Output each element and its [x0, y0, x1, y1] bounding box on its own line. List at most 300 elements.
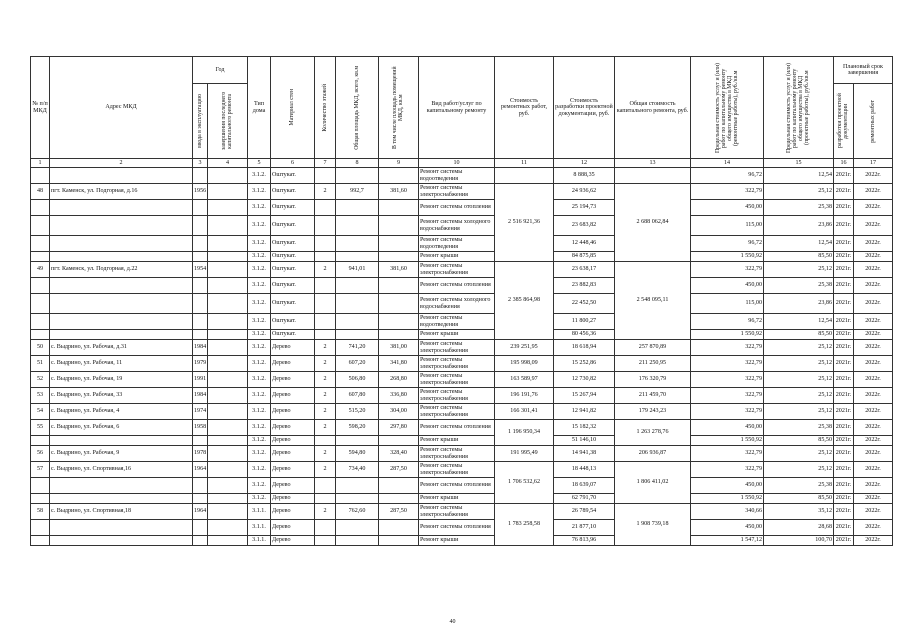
table-cell: 340,66: [691, 504, 764, 520]
table-cell: 2021г.: [834, 536, 854, 546]
table-cell: 56: [31, 446, 50, 462]
table-cell: 25,12: [764, 462, 834, 478]
table-cell: 2022г.: [854, 504, 893, 520]
table-cell: [379, 278, 419, 294]
table-cell: Дерево: [271, 520, 315, 536]
table-cell: 1974: [193, 404, 208, 420]
table-cell: 2022г.: [854, 262, 893, 278]
table-cell: [50, 200, 193, 216]
table-cell: Оштукат.: [271, 184, 315, 200]
table-cell: [31, 436, 50, 446]
table-cell: 52: [31, 372, 50, 388]
header-cost-docs: Стоимость разработки проектной документации, руб.: [554, 57, 615, 159]
table-cell: [208, 200, 248, 216]
table-cell: 1 550,92: [691, 494, 764, 504]
table-cell: [615, 168, 691, 184]
table-cell: 12,54: [764, 314, 834, 330]
table-cell: [315, 252, 336, 262]
table-cell: 2: [315, 340, 336, 356]
header-limit-cost-docs: Предельная стоимость услуг и (или) работ по капитальному ремонту общего имущества в МКД (проектные работы), руб./кв.м: [764, 57, 834, 159]
table-cell: [379, 494, 419, 504]
table-cell: 3.1.2.: [248, 372, 271, 388]
table-cell: 18 448,13: [554, 462, 615, 478]
merged-total-cell: 1 263 278,76: [615, 420, 691, 446]
header-work-type: Вид работ/услуг по капитальному ремонту: [419, 57, 495, 159]
table-cell: 734,40: [336, 462, 379, 478]
table-cell: [315, 520, 336, 536]
table-row: [31, 278, 893, 294]
table-cell: 3.1.2.: [248, 404, 271, 420]
table-cell: [315, 168, 336, 184]
table-cell: 23 882,83: [554, 278, 615, 294]
table-cell: 2: [315, 420, 336, 436]
table-cell: 196 191,76: [495, 388, 554, 404]
table-cell: 2021г.: [834, 184, 854, 200]
table-cell: Ремонт системы отопления: [419, 420, 495, 436]
table-row: [31, 262, 893, 278]
table-cell: [50, 478, 193, 494]
table-cell: 2022г.: [854, 200, 893, 216]
table-cell: 304,00: [379, 404, 419, 420]
merged-total-cell: 2 688 062,84: [615, 184, 691, 262]
header-num: № п/п МКД: [31, 57, 50, 159]
table-cell: 594,80: [336, 446, 379, 462]
table-cell: 163 589,97: [495, 372, 554, 388]
table-cell: [208, 504, 248, 520]
header-house-type: Тип дома: [248, 57, 271, 159]
table-cell: [208, 278, 248, 294]
table-row: [31, 494, 893, 504]
table-cell: [315, 200, 336, 216]
table-cell: Ремонт системы электроснабжения: [419, 404, 495, 420]
table-cell: 322,79: [691, 340, 764, 356]
table-cell: 3.1.2.: [248, 168, 271, 184]
table-cell: [379, 216, 419, 236]
table-cell: Оштукат.: [271, 200, 315, 216]
table-cell: 1964: [193, 504, 208, 520]
table-cell: Дерево: [271, 372, 315, 388]
table-cell: [315, 278, 336, 294]
table-cell: 2022г.: [854, 184, 893, 200]
table-cell: 3.1.1.: [248, 520, 271, 536]
table-cell: 24 936,62: [554, 184, 615, 200]
table-cell: [208, 184, 248, 200]
table-cell: [208, 388, 248, 404]
table-cell: Ремонт системы отопления: [419, 200, 495, 216]
table-cell: 1964: [193, 462, 208, 478]
table-cell: 2021г.: [834, 200, 854, 216]
table-cell: Дерево: [271, 462, 315, 478]
table-cell: [208, 404, 248, 420]
table-cell: 450,00: [691, 420, 764, 436]
table-cell: 3.1.2.: [248, 262, 271, 278]
table-cell: Дерево: [271, 404, 315, 420]
table-cell: [379, 330, 419, 340]
table-cell: [31, 330, 50, 340]
table-cell: Ремонт системы водоотведения: [419, 236, 495, 252]
table-row: [31, 340, 893, 356]
table-cell: 85,50: [764, 330, 834, 340]
table-cell: 3.1.2.: [248, 478, 271, 494]
table-cell: 21 877,10: [554, 520, 615, 536]
table-cell: [208, 294, 248, 314]
table-cell: [31, 536, 50, 546]
table-cell: 328,40: [379, 446, 419, 462]
table-cell: 287,50: [379, 462, 419, 478]
table-row: [31, 388, 893, 404]
table-cell: пгт. Каменск, ул. Подгорная, д.16: [50, 184, 193, 200]
table-cell: [336, 436, 379, 446]
table-cell: с. Выдрино, ул. Рабочая, 6: [50, 420, 193, 436]
table-row: [31, 520, 893, 536]
table-cell: 1954: [193, 262, 208, 278]
table-row: [31, 404, 893, 420]
table-cell: 2021г.: [834, 520, 854, 536]
table-cell: 2021г.: [834, 446, 854, 462]
table-cell: 96,72: [691, 314, 764, 330]
table-cell: [31, 278, 50, 294]
table-cell: 3.1.2.: [248, 356, 271, 372]
table-cell: Дерево: [271, 494, 315, 504]
table-cell: 1984: [193, 388, 208, 404]
table-cell: [208, 314, 248, 330]
table-cell: Оштукат.: [271, 294, 315, 314]
table-cell: 2021г.: [834, 340, 854, 356]
table-row: [31, 200, 893, 216]
column-number-row: 1 2 3 4 5 6 7 8 9 10 11 12 13 14 15 16 17: [31, 159, 893, 168]
table-cell: Оштукат.: [271, 330, 315, 340]
table-cell: 257 870,89: [615, 340, 691, 356]
table-cell: 11 800,27: [554, 314, 615, 330]
table-row: [31, 314, 893, 330]
table-cell: 2022г.: [854, 340, 893, 356]
table-cell: 3.1.2.: [248, 200, 271, 216]
table-cell: с. Выдрино, ул. Спортивная,16: [50, 462, 193, 478]
table-row: [31, 184, 893, 200]
table-cell: 2021г.: [834, 314, 854, 330]
table-cell: Ремонт крыши: [419, 436, 495, 446]
table-cell: 18 639,07: [554, 478, 615, 494]
table-cell: 2021г.: [834, 504, 854, 520]
merged-total-cell: 2 548 095,11: [615, 262, 691, 340]
table-cell: 22 452,50: [554, 294, 615, 314]
table-cell: 322,79: [691, 462, 764, 478]
table-cell: 176 320,79: [615, 372, 691, 388]
table-row: [31, 216, 893, 236]
table-cell: 450,00: [691, 520, 764, 536]
table-cell: 23,86: [764, 294, 834, 314]
table-cell: [193, 252, 208, 262]
table-cell: 2022г.: [854, 356, 893, 372]
table-cell: с. Выдрино, ул. Рабочая, 4: [50, 404, 193, 420]
table-cell: 25,38: [764, 200, 834, 216]
table-cell: 2022г.: [854, 420, 893, 436]
table-cell: 62 791,70: [554, 494, 615, 504]
table-cell: [336, 168, 379, 184]
table-cell: [193, 200, 208, 216]
table-cell: с. Выдрино, ул. Рабочая, 33: [50, 388, 193, 404]
table-cell: [50, 330, 193, 340]
table-cell: [208, 478, 248, 494]
table-cell: Ремонт системы электроснабжения: [419, 372, 495, 388]
table-cell: [208, 356, 248, 372]
table-cell: Оштукат.: [271, 236, 315, 252]
table-row: [31, 372, 893, 388]
table-cell: [379, 314, 419, 330]
table-cell: [379, 478, 419, 494]
table-cell: [193, 294, 208, 314]
table-row: [31, 462, 893, 478]
table-cell: [193, 330, 208, 340]
table-cell: 23,86: [764, 216, 834, 236]
table-cell: 741,20: [336, 340, 379, 356]
table-cell: Ремонт системы холодного водоснабжения: [419, 216, 495, 236]
table-cell: [208, 330, 248, 340]
table-cell: 3.1.2.: [248, 436, 271, 446]
table-cell: Ремонт системы электроснабжения: [419, 504, 495, 520]
table-cell: 179 243,23: [615, 404, 691, 420]
table-row: [31, 536, 893, 546]
table-cell: 35,12: [764, 504, 834, 520]
table-cell: 2021г.: [834, 372, 854, 388]
table-cell: 80 456,36: [554, 330, 615, 340]
table-cell: 2021г.: [834, 294, 854, 314]
merged-cost-cell: 1 706 532,62: [495, 462, 554, 504]
table-cell: 287,50: [379, 504, 419, 520]
table-cell: [336, 314, 379, 330]
table-cell: Дерево: [271, 536, 315, 546]
table-cell: Дерево: [271, 420, 315, 436]
repair-register-table: [30, 56, 893, 546]
table-cell: 2022г.: [854, 252, 893, 262]
table-cell: [50, 494, 193, 504]
table-cell: [193, 436, 208, 446]
table-cell: 3.1.2.: [248, 446, 271, 462]
table-cell: 85,50: [764, 436, 834, 446]
table-cell: Ремонт системы электроснабжения: [419, 184, 495, 200]
table-cell: [193, 536, 208, 546]
table-row: [31, 420, 893, 436]
table-cell: 58: [31, 504, 50, 520]
table-cell: Ремонт крыши: [419, 252, 495, 262]
table-cell: [50, 536, 193, 546]
table-cell: 84 875,85: [554, 252, 615, 262]
table-cell: с. Выдрино, ул. Рабочая, д.31: [50, 340, 193, 356]
table-cell: 2: [315, 446, 336, 462]
table-cell: 12,54: [764, 236, 834, 252]
table-cell: [336, 236, 379, 252]
table-cell: с. Выдрино, ул. Рабочая, 9: [50, 446, 193, 462]
table-cell: 341,80: [379, 356, 419, 372]
table-cell: 239 251,95: [495, 340, 554, 356]
table-cell: 1 550,92: [691, 330, 764, 340]
table-cell: 2022г.: [854, 494, 893, 504]
table-cell: [379, 236, 419, 252]
table-cell: пгт. Каменск, ул. Подгорная, д.22: [50, 262, 193, 278]
table-cell: [379, 436, 419, 446]
table-cell: 2022г.: [854, 404, 893, 420]
table-cell: 506,80: [336, 372, 379, 388]
table-cell: 2021г.: [834, 262, 854, 278]
table-cell: [208, 536, 248, 546]
merged-cost-cell: 1 783 258,58: [495, 504, 554, 546]
table-cell: 12 730,82: [554, 372, 615, 388]
table-cell: 3.1.2.: [248, 252, 271, 262]
table-cell: 3.1.2.: [248, 314, 271, 330]
table-cell: [208, 372, 248, 388]
table-cell: 3.1.2.: [248, 278, 271, 294]
table-cell: 2: [315, 388, 336, 404]
table-cell: [336, 278, 379, 294]
table-cell: [193, 520, 208, 536]
table-cell: Ремонт системы отопления: [419, 520, 495, 536]
table-cell: 25,12: [764, 372, 834, 388]
table-cell: 2021г.: [834, 252, 854, 262]
table-cell: 297,80: [379, 420, 419, 436]
table-cell: 53: [31, 388, 50, 404]
table-cell: 1978: [193, 446, 208, 462]
table-cell: [208, 446, 248, 462]
table-cell: [193, 314, 208, 330]
table-cell: 2022г.: [854, 462, 893, 478]
table-cell: 322,79: [691, 446, 764, 462]
table-cell: [208, 252, 248, 262]
table-cell: 2: [315, 184, 336, 200]
table-cell: [379, 252, 419, 262]
table-cell: Дерево: [271, 436, 315, 446]
table-row: [31, 356, 893, 372]
merged-total-cell: 1 908 739,18: [615, 504, 691, 546]
table-cell: 3.1.2.: [248, 184, 271, 200]
table-cell: Ремонт системы электроснабжения: [419, 388, 495, 404]
table-cell: [193, 216, 208, 236]
table-cell: 96,72: [691, 236, 764, 252]
table-cell: 450,00: [691, 200, 764, 216]
table-cell: [336, 330, 379, 340]
table-cell: Ремонт крыши: [419, 494, 495, 504]
merged-total-cell: 1 806 411,02: [615, 462, 691, 504]
table-cell: 2022г.: [854, 294, 893, 314]
table-cell: [50, 236, 193, 252]
table-cell: 26 789,54: [554, 504, 615, 520]
table-cell: [379, 200, 419, 216]
table-cell: Оштукат.: [271, 314, 315, 330]
table-cell: 2022г.: [854, 236, 893, 252]
table-cell: Ремонт системы холодного водоснабжения: [419, 294, 495, 314]
table-cell: [208, 436, 248, 446]
table-cell: 1 547,12: [691, 536, 764, 546]
table-cell: [315, 494, 336, 504]
table-cell: 85,50: [764, 494, 834, 504]
table-cell: [193, 168, 208, 184]
table-cell: 598,20: [336, 420, 379, 436]
table-cell: 25,12: [764, 388, 834, 404]
header-address: Адрес МКД: [50, 57, 193, 159]
table-cell: 191 995,49: [495, 446, 554, 462]
table-row: [31, 294, 893, 314]
table-cell: [208, 462, 248, 478]
table-cell: Ремонт системы электроснабжения: [419, 340, 495, 356]
table-cell: 25,12: [764, 446, 834, 462]
table-cell: [336, 252, 379, 262]
table-cell: 50: [31, 340, 50, 356]
header-year-repair: завершения последнего капитального ремонта: [208, 84, 248, 159]
table-cell: [208, 262, 248, 278]
table-cell: 51 146,10: [554, 436, 615, 446]
table-cell: 515,20: [336, 404, 379, 420]
table-cell: 268,80: [379, 372, 419, 388]
table-cell: 195 998,09: [495, 356, 554, 372]
table-cell: 2022г.: [854, 478, 893, 494]
table-cell: [31, 168, 50, 184]
table-cell: 2022г.: [854, 388, 893, 404]
table-row: [31, 330, 893, 340]
table-cell: 2021г.: [834, 168, 854, 184]
table-cell: 12,54: [764, 168, 834, 184]
table-cell: 1 550,92: [691, 252, 764, 262]
table-cell: 18 618,94: [554, 340, 615, 356]
page-number: 40: [449, 619, 456, 625]
header-wall: Материал стен: [271, 57, 315, 159]
table-cell: [208, 520, 248, 536]
table-cell: 2022г.: [854, 216, 893, 236]
table-cell: Дерево: [271, 446, 315, 462]
table-cell: [315, 330, 336, 340]
table-cell: [336, 200, 379, 216]
table-cell: 322,79: [691, 372, 764, 388]
table-cell: [379, 168, 419, 184]
table-cell: [208, 420, 248, 436]
table-cell: 2: [315, 356, 336, 372]
table-row: [31, 252, 893, 262]
table-cell: 336,80: [379, 388, 419, 404]
table-cell: [193, 236, 208, 252]
table-cell: 2021г.: [834, 278, 854, 294]
table-cell: [336, 536, 379, 546]
table-cell: 48: [31, 184, 50, 200]
table-cell: Оштукат.: [271, 252, 315, 262]
table-cell: [31, 520, 50, 536]
table-cell: 2: [315, 504, 336, 520]
table-cell: 2022г.: [854, 278, 893, 294]
table-cell: Оштукат.: [271, 216, 315, 236]
table-cell: 2021г.: [834, 404, 854, 420]
table-cell: Дерево: [271, 340, 315, 356]
table-cell: 115,00: [691, 294, 764, 314]
table-cell: 322,79: [691, 356, 764, 372]
table-cell: 12 941,82: [554, 404, 615, 420]
table-cell: Ремонт системы водоотведения: [419, 168, 495, 184]
table-cell: 2022г.: [854, 536, 893, 546]
table-cell: [379, 536, 419, 546]
table-cell: 607,80: [336, 388, 379, 404]
table-cell: Ремонт системы электроснабжения: [419, 356, 495, 372]
header-year: Год: [193, 57, 248, 84]
table-cell: 23 638,17: [554, 262, 615, 278]
table-cell: 25,12: [764, 262, 834, 278]
table-cell: 2022г.: [854, 168, 893, 184]
header-limit-cost-area: Предельная стоимость услуг и (или) работ по капитальному ремонту общего имущества в МКД (ремонтные работы), руб./кв.м: [691, 57, 764, 159]
table-cell: 15 267,94: [554, 388, 615, 404]
header-cost-total: Общая стоимость капитального ремонта, руб.: [615, 57, 691, 159]
table-cell: 3.1.2.: [248, 494, 271, 504]
table-cell: 450,00: [691, 478, 764, 494]
table-cell: 211 459,70: [615, 388, 691, 404]
table-cell: 28,68: [764, 520, 834, 536]
header-deadline-docs: разработки проектной документации: [834, 84, 854, 159]
table-cell: [193, 278, 208, 294]
table-cell: 25,38: [764, 420, 834, 436]
